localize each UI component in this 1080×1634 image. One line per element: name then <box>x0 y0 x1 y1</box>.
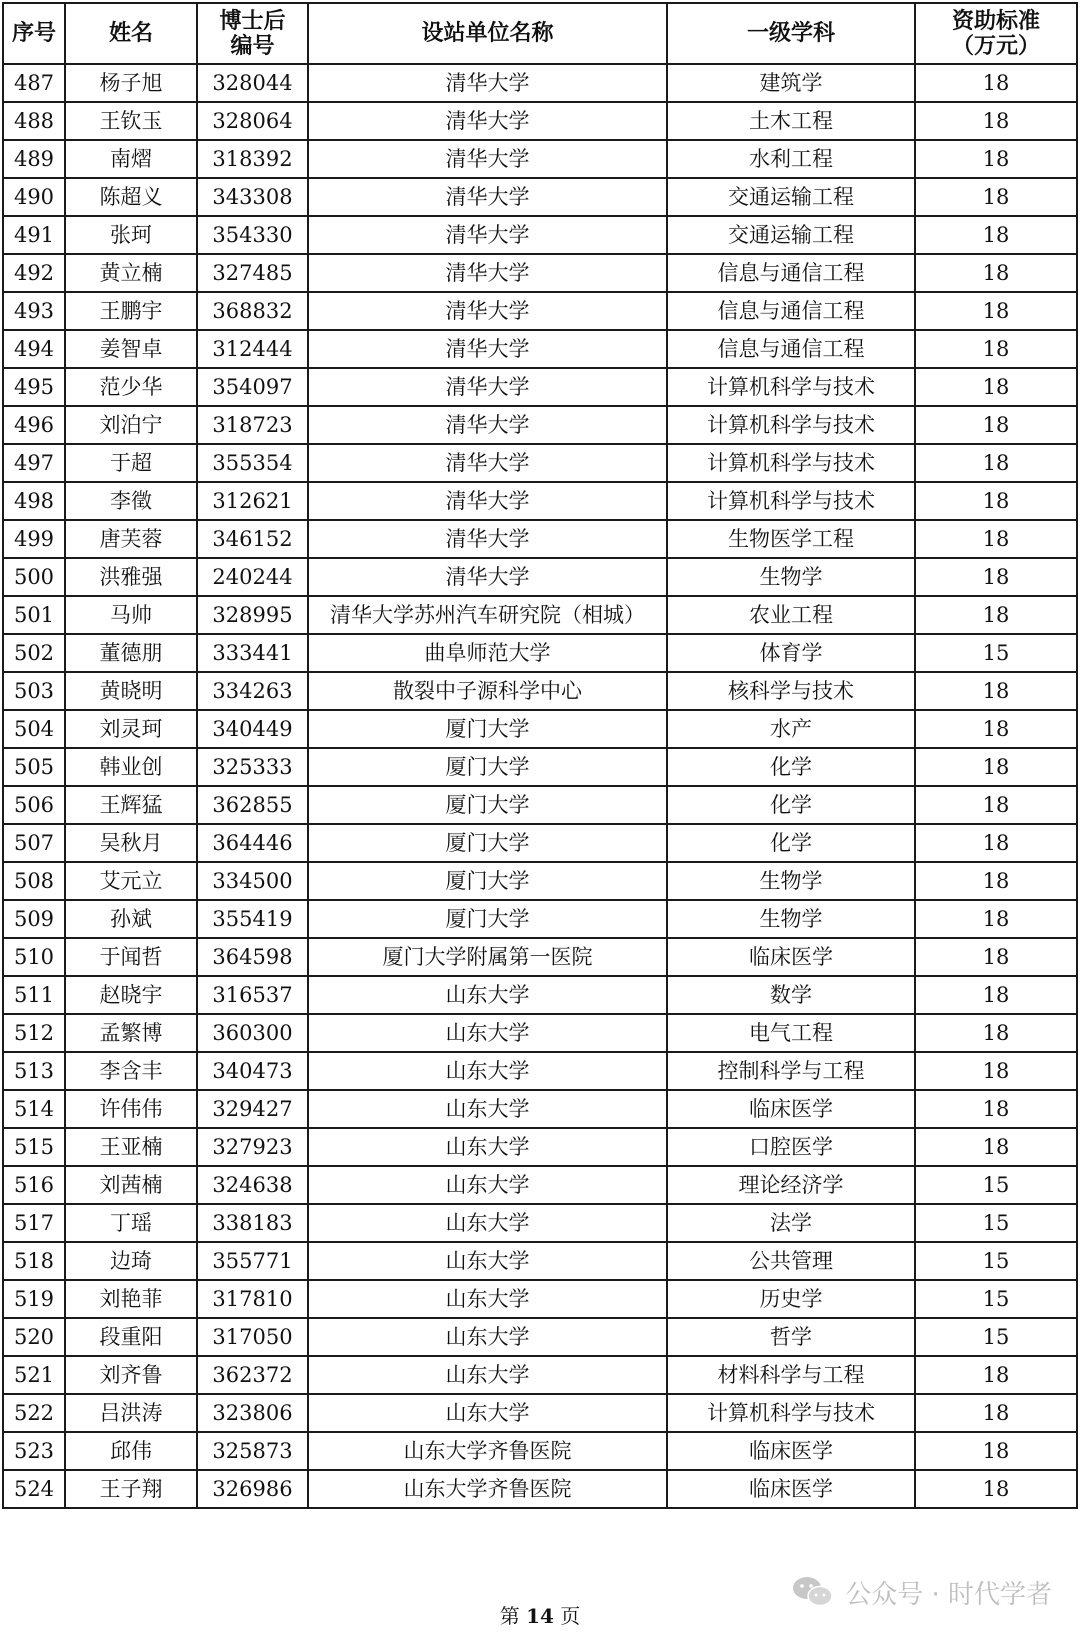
cell-funding: 18 <box>915 102 1077 140</box>
table-row <box>3 1470 1077 1508</box>
cell-postdoc-id: 368832 <box>197 292 308 330</box>
cell-funding: 18 <box>915 1432 1077 1470</box>
cell-postdoc-id: 355771 <box>197 1242 308 1280</box>
cell-postdoc-id: 328044 <box>197 64 308 102</box>
cell-funding: 18 <box>915 254 1077 292</box>
cell-postdoc-id: 326986 <box>197 1470 308 1508</box>
cell-name: 孟繁博 <box>65 1014 197 1052</box>
funding-roster-table <box>2 2 1078 1509</box>
cell-funding: 18 <box>915 216 1077 254</box>
cell-discipline: 交通运输工程 <box>667 178 915 216</box>
cell-index: 522 <box>3 1394 65 1432</box>
cell-institution: 山东大学齐鲁医院 <box>308 1470 667 1508</box>
watermark-text: 公众号 · 时代学者 <box>845 1579 1052 1610</box>
cell-name: 吴秋月 <box>65 824 197 862</box>
cell-institution: 山东大学 <box>308 976 667 1014</box>
cell-name: 王亚楠 <box>65 1128 197 1166</box>
cell-discipline: 材料科学与工程 <box>667 1356 915 1394</box>
cell-postdoc-id: 318723 <box>197 406 308 444</box>
cell-index: 489 <box>3 140 65 178</box>
cell-name: 许伟伟 <box>65 1090 197 1128</box>
cell-name: 陈超义 <box>65 178 197 216</box>
column-header <box>65 3 197 64</box>
cell-postdoc-id: 327485 <box>197 254 308 292</box>
cell-name: 孙斌 <box>65 900 197 938</box>
cell-postdoc-id: 324638 <box>197 1166 308 1204</box>
cell-funding: 18 <box>915 596 1077 634</box>
cell-postdoc-id: 343308 <box>197 178 308 216</box>
cell-funding: 18 <box>915 672 1077 710</box>
table-body <box>3 64 1077 1508</box>
table-row <box>3 900 1077 938</box>
cell-funding: 18 <box>915 558 1077 596</box>
cell-postdoc-id: 317810 <box>197 1280 308 1318</box>
table-row <box>3 1432 1077 1470</box>
cell-index: 501 <box>3 596 65 634</box>
cell-discipline: 控制科学与工程 <box>667 1052 915 1090</box>
cell-discipline: 信息与通信工程 <box>667 330 915 368</box>
table-row <box>3 862 1077 900</box>
table-row <box>3 330 1077 368</box>
cell-institution: 清华大学 <box>308 520 667 558</box>
cell-funding: 15 <box>915 1318 1077 1356</box>
table-row <box>3 1242 1077 1280</box>
cell-institution: 山东大学 <box>308 1280 667 1318</box>
cell-institution: 清华大学 <box>308 292 667 330</box>
table-row <box>3 1052 1077 1090</box>
cell-postdoc-id: 362855 <box>197 786 308 824</box>
table-row <box>3 710 1077 748</box>
table-row <box>3 178 1077 216</box>
table-row <box>3 558 1077 596</box>
cell-index: 512 <box>3 1014 65 1052</box>
cell-postdoc-id: 360300 <box>197 1014 308 1052</box>
cell-discipline: 哲学 <box>667 1318 915 1356</box>
cell-funding: 18 <box>915 824 1077 862</box>
cell-funding: 18 <box>915 140 1077 178</box>
cell-index: 498 <box>3 482 65 520</box>
cell-institution: 厦门大学 <box>308 862 667 900</box>
cell-name: 南熠 <box>65 140 197 178</box>
cell-postdoc-id: 364598 <box>197 938 308 976</box>
cell-discipline: 电气工程 <box>667 1014 915 1052</box>
table-row <box>3 368 1077 406</box>
cell-index: 488 <box>3 102 65 140</box>
cell-funding: 18 <box>915 938 1077 976</box>
column-header-line: 设站单位名称 <box>421 20 554 46</box>
cell-index: 524 <box>3 1470 65 1508</box>
cell-discipline: 交通运输工程 <box>667 216 915 254</box>
cell-name: 董德朋 <box>65 634 197 672</box>
cell-index: 513 <box>3 1052 65 1090</box>
cell-discipline: 建筑学 <box>667 64 915 102</box>
cell-institution: 散裂中子源科学中心 <box>308 672 667 710</box>
cell-funding: 18 <box>915 368 1077 406</box>
cell-index: 518 <box>3 1242 65 1280</box>
cell-name: 张珂 <box>65 216 197 254</box>
cell-funding: 18 <box>915 748 1077 786</box>
cell-discipline: 化学 <box>667 786 915 824</box>
cell-index: 496 <box>3 406 65 444</box>
cell-funding: 15 <box>915 1242 1077 1280</box>
wechat-icon <box>791 1574 835 1610</box>
cell-name: 范少华 <box>65 368 197 406</box>
cell-name: 丁瑶 <box>65 1204 197 1242</box>
cell-name: 唐芙蓉 <box>65 520 197 558</box>
cell-index: 515 <box>3 1128 65 1166</box>
column-header-line: 姓名 <box>108 20 153 46</box>
cell-name: 吕洪涛 <box>65 1394 197 1432</box>
table-row <box>3 824 1077 862</box>
cell-name: 于超 <box>65 444 197 482</box>
cell-name: 艾元立 <box>65 862 197 900</box>
cell-index: 492 <box>3 254 65 292</box>
cell-index: 499 <box>3 520 65 558</box>
cell-discipline: 口腔医学 <box>667 1128 915 1166</box>
cell-discipline: 计算机科学与技术 <box>667 406 915 444</box>
cell-postdoc-id: 240244 <box>197 558 308 596</box>
cell-name: 洪雅强 <box>65 558 197 596</box>
cell-postdoc-id: 340473 <box>197 1052 308 1090</box>
cell-discipline: 生物学 <box>667 862 915 900</box>
cell-index: 494 <box>3 330 65 368</box>
cell-funding: 18 <box>915 1014 1077 1052</box>
cell-index: 502 <box>3 634 65 672</box>
column-header-line: 博士后 <box>219 7 286 34</box>
cell-postdoc-id: 346152 <box>197 520 308 558</box>
column-header-line: 资助标准 <box>951 7 1040 34</box>
table-row <box>3 786 1077 824</box>
column-header <box>197 3 308 64</box>
page-number-value: 14 <box>526 1604 554 1628</box>
table-row <box>3 102 1077 140</box>
cell-discipline: 体育学 <box>667 634 915 672</box>
cell-postdoc-id: 355419 <box>197 900 308 938</box>
cell-discipline: 水利工程 <box>667 140 915 178</box>
cell-postdoc-id: 328064 <box>197 102 308 140</box>
cell-funding: 18 <box>915 520 1077 558</box>
cell-institution: 厦门大学 <box>308 710 667 748</box>
cell-discipline: 化学 <box>667 748 915 786</box>
cell-postdoc-id: 355354 <box>197 444 308 482</box>
cell-funding: 18 <box>915 64 1077 102</box>
cell-funding: 18 <box>915 1356 1077 1394</box>
cell-name: 刘泊宁 <box>65 406 197 444</box>
cell-postdoc-id: 354330 <box>197 216 308 254</box>
cell-name: 姜智卓 <box>65 330 197 368</box>
cell-index: 511 <box>3 976 65 1014</box>
cell-institution: 厦门大学 <box>308 900 667 938</box>
cell-discipline: 信息与通信工程 <box>667 292 915 330</box>
cell-index: 490 <box>3 178 65 216</box>
cell-institution: 厦门大学 <box>308 786 667 824</box>
cell-institution: 山东大学 <box>308 1128 667 1166</box>
cell-funding: 18 <box>915 1470 1077 1508</box>
cell-funding: 18 <box>915 330 1077 368</box>
cell-index: 521 <box>3 1356 65 1394</box>
cell-institution: 山东大学 <box>308 1394 667 1432</box>
cell-discipline: 计算机科学与技术 <box>667 482 915 520</box>
cell-funding: 18 <box>915 482 1077 520</box>
cell-institution: 清华大学 <box>308 102 667 140</box>
cell-discipline: 理论经济学 <box>667 1166 915 1204</box>
cell-name: 王辉猛 <box>65 786 197 824</box>
table-row <box>3 406 1077 444</box>
cell-discipline: 历史学 <box>667 1280 915 1318</box>
cell-institution: 清华大学 <box>308 140 667 178</box>
cell-institution: 山东大学 <box>308 1318 667 1356</box>
table-row <box>3 1318 1077 1356</box>
table-row <box>3 64 1077 102</box>
cell-institution: 清华大学 <box>308 444 667 482</box>
table-row <box>3 748 1077 786</box>
table-row <box>3 444 1077 482</box>
cell-discipline: 水产 <box>667 710 915 748</box>
cell-index: 510 <box>3 938 65 976</box>
cell-discipline: 核科学与技术 <box>667 672 915 710</box>
cell-discipline: 土木工程 <box>667 102 915 140</box>
cell-funding: 18 <box>915 1052 1077 1090</box>
cell-index: 507 <box>3 824 65 862</box>
cell-index: 517 <box>3 1204 65 1242</box>
cell-name: 王子翔 <box>65 1470 197 1508</box>
column-header <box>915 3 1077 64</box>
cell-funding: 18 <box>915 292 1077 330</box>
cell-institution: 山东大学 <box>308 1052 667 1090</box>
cell-index: 487 <box>3 64 65 102</box>
cell-postdoc-id: 317050 <box>197 1318 308 1356</box>
cell-index: 516 <box>3 1166 65 1204</box>
cell-index: 500 <box>3 558 65 596</box>
cell-institution: 山东大学 <box>308 1204 667 1242</box>
cell-index: 523 <box>3 1432 65 1470</box>
table-row <box>3 1166 1077 1204</box>
cell-postdoc-id: 325873 <box>197 1432 308 1470</box>
cell-discipline: 公共管理 <box>667 1242 915 1280</box>
cell-funding: 18 <box>915 1090 1077 1128</box>
cell-name: 赵晓宇 <box>65 976 197 1014</box>
table-row <box>3 254 1077 292</box>
cell-institution: 山东大学 <box>308 1090 667 1128</box>
cell-funding: 18 <box>915 444 1077 482</box>
cell-institution: 厦门大学 <box>308 748 667 786</box>
column-header <box>667 3 915 64</box>
table-row <box>3 596 1077 634</box>
cell-index: 520 <box>3 1318 65 1356</box>
table-row <box>3 634 1077 672</box>
cell-name: 于闻哲 <box>65 938 197 976</box>
cell-discipline: 数学 <box>667 976 915 1014</box>
column-header <box>3 3 65 64</box>
cell-discipline: 化学 <box>667 824 915 862</box>
cell-institution: 厦门大学 <box>308 824 667 862</box>
table-row <box>3 938 1077 976</box>
watermark <box>791 1572 1052 1612</box>
cell-institution: 清华大学 <box>308 406 667 444</box>
cell-name: 马帅 <box>65 596 197 634</box>
cell-discipline: 计算机科学与技术 <box>667 444 915 482</box>
cell-discipline: 临床医学 <box>667 1432 915 1470</box>
cell-postdoc-id: 312621 <box>197 482 308 520</box>
table-row <box>3 292 1077 330</box>
cell-discipline: 生物医学工程 <box>667 520 915 558</box>
cell-index: 497 <box>3 444 65 482</box>
cell-index: 495 <box>3 368 65 406</box>
cell-index: 505 <box>3 748 65 786</box>
cell-name: 韩业创 <box>65 748 197 786</box>
cell-institution: 山东大学 <box>308 1014 667 1052</box>
table-row <box>3 1356 1077 1394</box>
cell-postdoc-id: 340449 <box>197 710 308 748</box>
cell-funding: 18 <box>915 1128 1077 1166</box>
cell-postdoc-id: 334263 <box>197 672 308 710</box>
cell-postdoc-id: 318392 <box>197 140 308 178</box>
column-header-line: 编号 <box>230 32 275 59</box>
cell-discipline: 生物学 <box>667 900 915 938</box>
cell-institution: 清华大学 <box>308 216 667 254</box>
cell-discipline: 临床医学 <box>667 1090 915 1128</box>
cell-institution: 山东大学 <box>308 1242 667 1280</box>
cell-name: 刘茜楠 <box>65 1166 197 1204</box>
cell-index: 514 <box>3 1090 65 1128</box>
cell-institution: 清华大学 <box>308 178 667 216</box>
cell-funding: 18 <box>915 178 1077 216</box>
cell-institution: 山东大学齐鲁医院 <box>308 1432 667 1470</box>
table-row <box>3 976 1077 1014</box>
cell-postdoc-id: 312444 <box>197 330 308 368</box>
page-prefix: 第 <box>499 1604 520 1628</box>
cell-name: 李徵 <box>65 482 197 520</box>
cell-funding: 18 <box>915 710 1077 748</box>
cell-name: 刘艳菲 <box>65 1280 197 1318</box>
cell-name: 黄晓明 <box>65 672 197 710</box>
cell-discipline: 临床医学 <box>667 1470 915 1508</box>
cell-funding: 18 <box>915 862 1077 900</box>
cell-funding: 15 <box>915 1280 1077 1318</box>
cell-index: 491 <box>3 216 65 254</box>
cell-postdoc-id: 316537 <box>197 976 308 1014</box>
cell-funding: 15 <box>915 1166 1077 1204</box>
cell-name: 段重阳 <box>65 1318 197 1356</box>
table-row <box>3 520 1077 558</box>
cell-postdoc-id: 338183 <box>197 1204 308 1242</box>
cell-discipline: 计算机科学与技术 <box>667 1394 915 1432</box>
cell-name: 杨子旭 <box>65 64 197 102</box>
cell-index: 519 <box>3 1280 65 1318</box>
table-row <box>3 672 1077 710</box>
cell-index: 509 <box>3 900 65 938</box>
cell-name: 王鹏宇 <box>65 292 197 330</box>
cell-funding: 18 <box>915 406 1077 444</box>
cell-institution: 山东大学 <box>308 1356 667 1394</box>
page-suffix: 页 <box>560 1604 581 1628</box>
table-row <box>3 482 1077 520</box>
cell-postdoc-id: 329427 <box>197 1090 308 1128</box>
cell-funding: 18 <box>915 900 1077 938</box>
cell-institution: 清华大学 <box>308 368 667 406</box>
column-header-line: （万元） <box>951 32 1040 59</box>
column-header-line: 一级学科 <box>746 20 835 46</box>
cell-index: 493 <box>3 292 65 330</box>
cell-name: 刘灵珂 <box>65 710 197 748</box>
cell-discipline: 法学 <box>667 1204 915 1242</box>
cell-institution: 清华大学 <box>308 330 667 368</box>
cell-funding: 15 <box>915 1204 1077 1242</box>
table-row <box>3 1128 1077 1166</box>
table-row <box>3 1090 1077 1128</box>
cell-institution: 清华大学苏州汽车研究院（相城） <box>308 596 667 634</box>
cell-name: 李含丰 <box>65 1052 197 1090</box>
cell-index: 508 <box>3 862 65 900</box>
cell-postdoc-id: 325333 <box>197 748 308 786</box>
cell-postdoc-id: 362372 <box>197 1356 308 1394</box>
cell-postdoc-id: 334500 <box>197 862 308 900</box>
cell-postdoc-id: 327923 <box>197 1128 308 1166</box>
cell-index: 506 <box>3 786 65 824</box>
table-header-row <box>3 3 1077 64</box>
cell-postdoc-id: 328995 <box>197 596 308 634</box>
cell-name: 刘齐鲁 <box>65 1356 197 1394</box>
cell-postdoc-id: 323806 <box>197 1394 308 1432</box>
cell-funding: 18 <box>915 1394 1077 1432</box>
column-header <box>308 3 667 64</box>
cell-postdoc-id: 364446 <box>197 824 308 862</box>
cell-institution: 清华大学 <box>308 64 667 102</box>
cell-institution: 清华大学 <box>308 254 667 292</box>
column-header-line: 序号 <box>11 20 56 46</box>
cell-name: 边琦 <box>65 1242 197 1280</box>
table-row <box>3 1394 1077 1432</box>
cell-name: 黄立楠 <box>65 254 197 292</box>
cell-name: 邱伟 <box>65 1432 197 1470</box>
table-row <box>3 216 1077 254</box>
cell-index: 503 <box>3 672 65 710</box>
cell-discipline: 生物学 <box>667 558 915 596</box>
table-row <box>3 140 1077 178</box>
cell-postdoc-id: 333441 <box>197 634 308 672</box>
table-row <box>3 1280 1077 1318</box>
cell-index: 504 <box>3 710 65 748</box>
cell-funding: 18 <box>915 976 1077 1014</box>
table-row <box>3 1014 1077 1052</box>
cell-discipline: 农业工程 <box>667 596 915 634</box>
cell-discipline: 临床医学 <box>667 938 915 976</box>
cell-postdoc-id: 354097 <box>197 368 308 406</box>
table-row <box>3 1204 1077 1242</box>
cell-institution: 山东大学 <box>308 1166 667 1204</box>
cell-institution: 清华大学 <box>308 482 667 520</box>
cell-discipline: 计算机科学与技术 <box>667 368 915 406</box>
cell-funding: 15 <box>915 634 1077 672</box>
cell-institution: 曲阜师范大学 <box>308 634 667 672</box>
cell-funding: 18 <box>915 786 1077 824</box>
cell-discipline: 信息与通信工程 <box>667 254 915 292</box>
cell-name: 王钦玉 <box>65 102 197 140</box>
cell-institution: 厦门大学附属第一医院 <box>308 938 667 976</box>
cell-institution: 清华大学 <box>308 558 667 596</box>
